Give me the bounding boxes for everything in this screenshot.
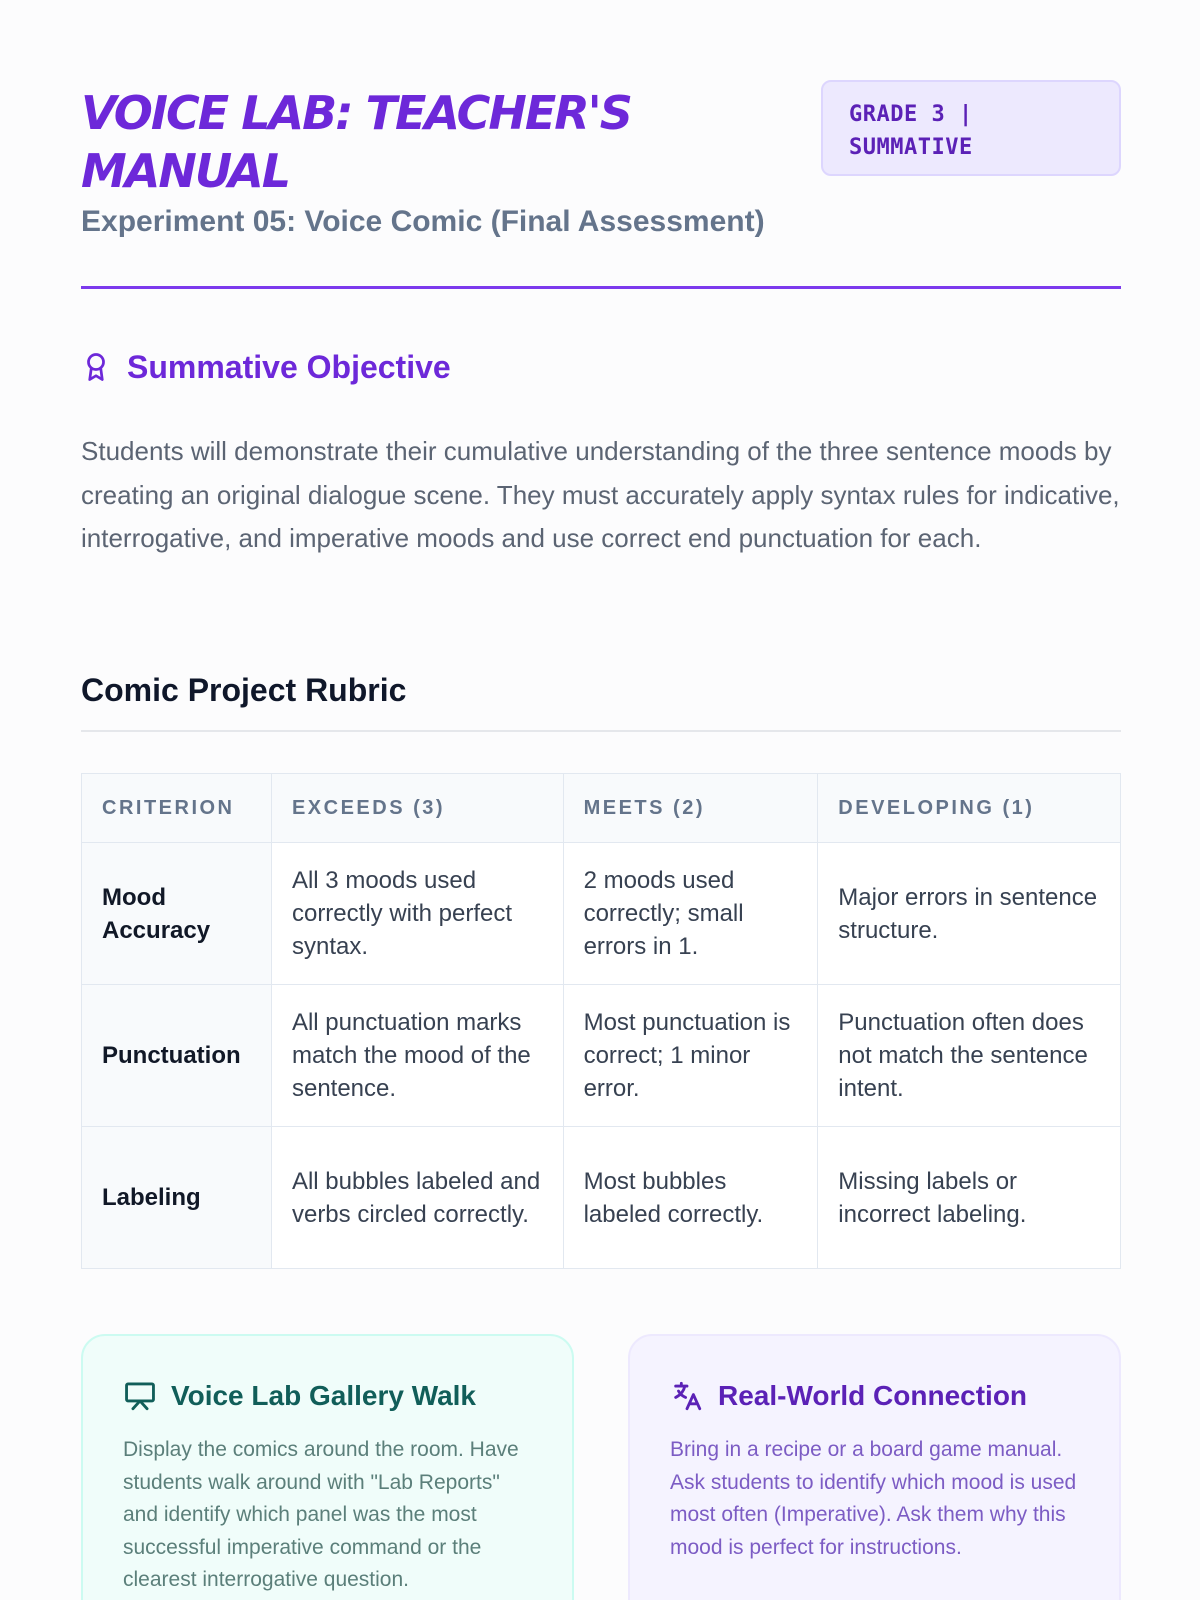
column-header-developing: DEVELOPING (1) — [818, 774, 1121, 843]
rubric-title: Comic Project Rubric — [81, 672, 407, 708]
table-row — [82, 843, 1121, 985]
table-row — [82, 1127, 1121, 1269]
objective-heading — [81, 347, 451, 387]
header-divider — [81, 286, 1121, 289]
translate-icon — [670, 1379, 704, 1413]
column-header-meets: MEETS (2) — [563, 774, 818, 843]
grade-badge: GRADE 3 | SUMMATIVE — [821, 80, 1121, 176]
criterion-cell: Labeling — [82, 1127, 272, 1269]
page-title: VOICE LAB: TEACHER'S MANUAL — [81, 86, 631, 198]
table-header-row — [82, 774, 1121, 843]
gallery-walk-card — [81, 1334, 574, 1600]
exceeds-cell: All bubbles labeled and verbs circled correctly. — [271, 1127, 563, 1269]
developing-cell: Major errors in sentence structure. — [818, 843, 1121, 985]
real-world-title: Real-World Connection — [718, 1380, 1028, 1411]
objective-text: Students will demonstrate their cumulative understanding of the three sentence moods by creating an original dialogue scene. They must accurately apply syntax rules for indicative, interrogative, and imperative moods and use correct end punctuation for each. — [81, 436, 1120, 553]
real-world-card — [628, 1334, 1121, 1600]
presentation-board-icon — [123, 1379, 157, 1413]
meets-cell: Most bubbles labeled correctly. — [563, 1127, 818, 1269]
gallery-walk-title: Voice Lab Gallery Walk — [171, 1380, 477, 1411]
award-ribbon-icon — [81, 352, 111, 382]
gallery-walk-card-header — [123, 1376, 532, 1416]
criterion-cell: Punctuation — [82, 985, 272, 1127]
page-subtitle: Experiment 05: Voice Comic (Final Assessment) — [81, 205, 765, 238]
exceeds-cell: All punctuation marks match the mood of the sentence. — [271, 985, 563, 1127]
rubric-table — [81, 773, 1121, 1269]
column-header-exceeds: EXCEEDS (3) — [271, 774, 563, 843]
rubric-divider — [81, 730, 1121, 732]
meets-cell: Most punctuation is correct; 1 minor error. — [563, 985, 818, 1127]
real-world-card-header — [670, 1376, 1079, 1416]
table-row — [82, 985, 1121, 1127]
criterion-cell: Mood Accuracy — [82, 843, 272, 985]
developing-cell: Punctuation often does not match the sentence intent. — [818, 985, 1121, 1127]
column-header-criterion: CRITERION — [82, 774, 272, 843]
objective-title: Summative Objective — [127, 348, 451, 385]
exceeds-cell: All 3 moods used correctly with perfect syntax. — [271, 843, 563, 985]
gallery-walk-text: Display the comics around the room. Have students walk around with "Lab Reports" and identify which panel was the most successful imperative command or the clearest interrogative question. — [123, 1438, 519, 1591]
meets-cell: 2 moods used correctly; small errors in 1. — [563, 843, 818, 985]
real-world-text: Bring in a recipe or a board game manual. Ask students to identify which mood is used most often (Imperative). Ask them why this mood is perfect for instructions. — [670, 1438, 1077, 1559]
page-header — [81, 80, 1121, 290]
document-page — [81, 0, 1121, 1600]
developing-cell: Missing labels or incorrect labeling. — [818, 1127, 1121, 1269]
